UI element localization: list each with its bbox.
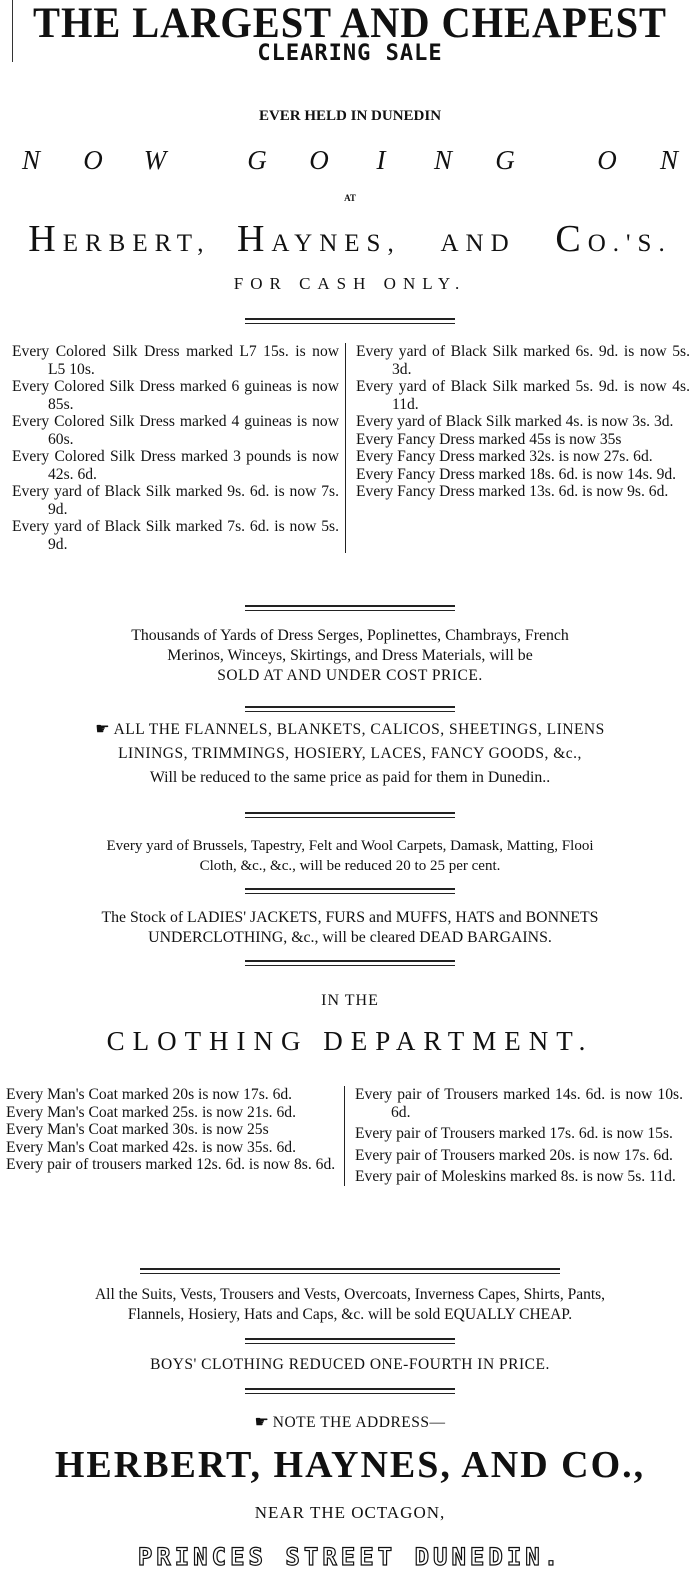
list-item: Every Fancy Dress marked 32s. is now 27s. 6d. — [356, 448, 653, 465]
clothing-price-list — [0, 1086, 700, 1186]
ever-held-line: EVER HELD IN DUNEDIN — [258, 108, 442, 124]
list-item: Every pair of Trousers marked 17s. 6d. is now 15s. — [355, 1125, 673, 1142]
divider — [0, 1388, 700, 1394]
list-item: Every yard of Black Silk marked 4s. is now 3s. 3d. — [356, 413, 674, 430]
clearing-sale-heading: CLEARING SALE — [257, 41, 443, 66]
list-item: Every pair of trousers marked 12s. 6d. is now 8s. 6d. — [6, 1156, 336, 1173]
silk-left-column — [0, 343, 346, 553]
list-item: Every yard of Black Silk marked 7s. 6d. is now 5s. 9d. — [12, 518, 339, 553]
in-the-line: IN THE — [321, 992, 379, 1009]
list-item: Every Man's Coat marked 30s. is now 25s — [6, 1121, 269, 1138]
list-item: Every yard of Black Silk marked 6s. 9d. is now 5s. 3d. — [356, 343, 690, 378]
now-going-on: N O W G O I N G O N — [21, 145, 678, 175]
list-item: Every Colored Silk Dress marked 6 guineas is now 85s. — [12, 378, 339, 413]
list-item: Every yard of Black Silk marked 5s. 9d. is now 4s. 11d. — [356, 378, 690, 413]
carpets-notice: Every yard of Brussels, Tapestry, Felt and Wool Carpets, Damask, Matting, Flooi Cloth, &c., &c., will be reduced 20 to 25 per cent. — [106, 838, 594, 874]
divider — [0, 888, 700, 894]
list-item: Every Man's Coat marked 25s. is now 21s. 6d. — [6, 1103, 296, 1121]
for-cash-only: FOR CASH ONLY. — [233, 274, 467, 293]
list-item: Every Colored Silk Dress marked 4 guineas is now 60s. — [12, 413, 339, 448]
dress-materials-notice: Thousands of Yards of Dress Serges, Poplinettes, Chambrays, French Merinos, Winceys, Skirtings, and Dress Materials, will be SOLD AT AND UNDER COST PRICE. — [131, 627, 569, 684]
near-octagon-line: NEAR THE OCTAGON, — [254, 1503, 446, 1522]
footer-firm-name: HERBERT, HAYNES, AND CO., — [54, 1444, 646, 1486]
list-item: Every pair of Trousers marked 20s. is now 17s. 6d. — [355, 1146, 673, 1164]
silk-right-column — [346, 343, 690, 553]
list-item: Every Fancy Dress marked 18s. 6d. is now 14s. 9d. — [356, 465, 677, 483]
jackets-notice: The Stock of LADIES' JACKETS, FURS and MUFFS, HATS and BONNETS UNDERCLOTHING, &c., will be cleared DEAD BARGAINS. — [101, 909, 599, 946]
divider — [0, 1268, 700, 1274]
suits-notice: All the Suits, Vests, Trousers and Vests, Overcoats, Inverness Capes, Shirts, Pants, Flannels, Hosiery, Hats and Caps, &c. will be sold EQUALLY CHEAP. — [94, 1286, 606, 1323]
note-address-line: ☛ NOTE THE ADDRESS— — [254, 1414, 446, 1431]
divider — [0, 812, 700, 818]
clothing-department-heading: CLOTHING DEPARTMENT. — [106, 1026, 594, 1056]
headline: THE LARGEST AND CHEAPEST — [33, 0, 667, 47]
pointing-hand-icon: ☛ — [95, 721, 111, 738]
divider — [0, 605, 700, 611]
boys-clothing-notice: BOYS' CLOTHING REDUCED ONE-FOURTH IN PRICE. — [150, 1356, 550, 1373]
list-item: Every Man's Coat marked 42s. is now 35s. 6d. — [6, 1138, 296, 1156]
silk-price-list — [0, 343, 700, 553]
firm-name-banner: HERBERT, HAYNES, AND CO.'S. — [28, 218, 672, 260]
divider — [0, 960, 700, 966]
list-item: Every Man's Coat marked 20s is now 17s. 6d. — [6, 1086, 293, 1103]
clothing-right-column — [345, 1086, 683, 1186]
list-item: Every Colored Silk Dress marked 3 pounds is now 42s. 6d. — [12, 448, 339, 483]
list-item: Every Colored Silk Dress marked L7 15s. is now L5 10s. — [12, 343, 339, 378]
divider — [0, 318, 700, 324]
flannels-notice: ☛ ALL THE FLANNELS, BLANKETS, CALICOS, SHEETINGS, LINENS LININGS, TRIMMINGS, HOSIERY, LACES, FANCY GOODS, &c., Will be reduced to the same price as paid for them in Dunedin.. — [95, 721, 605, 786]
at-line: AT — [344, 193, 356, 203]
list-item: Every pair of Trousers marked 14s. 6d. is now 10s. 6d. — [355, 1086, 683, 1121]
street-address: PRINCES STREET DUNEDIN. — [137, 1543, 563, 1571]
list-item: Every Fancy Dress marked 45s is now 35s — [356, 430, 622, 448]
list-item: Every Fancy Dress marked 13s. 6d. is now 9s. 6d. — [356, 483, 669, 500]
list-item: Every pair of Moleskins marked 8s. is now 5s. 11d. — [355, 1168, 676, 1185]
divider — [0, 706, 700, 712]
divider — [0, 1338, 700, 1344]
list-item: Every yard of Black Silk marked 9s. 6d. is now 7s. 9d. — [12, 483, 339, 518]
pointing-hand-icon: ☛ — [254, 1414, 269, 1431]
clothing-left-column — [0, 1086, 345, 1186]
